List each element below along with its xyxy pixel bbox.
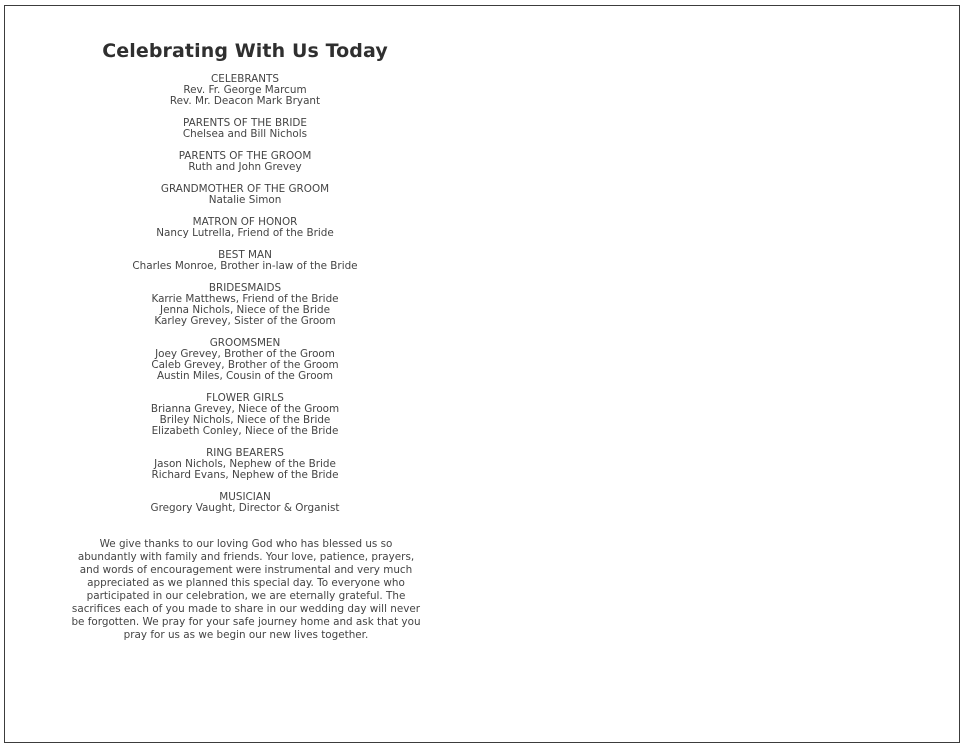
group-member: Ruth and John Grevey bbox=[188, 161, 302, 173]
party-group bbox=[0, 448, 490, 481]
party-group bbox=[0, 250, 490, 272]
page-title: Celebrating With Us Today bbox=[102, 40, 388, 62]
group-member: Richard Evans, Nephew of the Bride bbox=[151, 469, 339, 481]
party-group bbox=[0, 338, 490, 382]
group-member: Jenna Nichols, Niece of the Bride bbox=[160, 304, 330, 316]
group-member: Jason Nichols, Nephew of the Bride bbox=[154, 458, 336, 470]
group-member: Chelsea and Bill Nichols bbox=[182, 128, 308, 140]
group-heading: GROOMSMEN bbox=[209, 337, 281, 349]
group-member: Elizabeth Conley, Niece of the Bride bbox=[151, 425, 339, 437]
group-member: Caleb Grevey, Brother of the Groom bbox=[151, 359, 339, 371]
group-member: Karrie Matthews, Friend of the Bride bbox=[151, 293, 339, 305]
group-heading: GRANDMOTHER OF THE GROOM bbox=[160, 183, 330, 195]
group-member: Karley Grevey, Sister of the Groom bbox=[154, 315, 336, 327]
party-group bbox=[0, 118, 490, 140]
group-heading: PARENTS OF THE GROOM bbox=[178, 150, 312, 162]
thank-you-message: We give thanks to our loving God who has blessed us so abundantly with family and friends. Your love, patience, prayers, and words of encouragement were instrumental and very much appreciated as we planned this special day. To everyone who participated in our celebration, we are eternally grateful. The sacrifices each of you made to share in our wedding day will never be forgotten. We pray for your safe journey home and ask that you pray for us as we begin our new lives together. bbox=[71, 538, 421, 641]
group-heading: FLOWER GIRLS bbox=[206, 392, 284, 404]
group-member: Nancy Lutrella, Friend of the Bride bbox=[156, 227, 334, 239]
group-member: Austin Miles, Cousin of the Groom bbox=[156, 370, 334, 382]
party-group bbox=[0, 393, 490, 437]
group-member: Gregory Vaught, Director & Organist bbox=[150, 502, 340, 514]
group-heading: MATRON OF HONOR bbox=[192, 216, 298, 228]
group-heading: MUSICIAN bbox=[219, 491, 271, 503]
group-heading: BEST MAN bbox=[218, 249, 272, 261]
group-member: Briley Nichols, Niece of the Bride bbox=[159, 414, 331, 426]
party-group bbox=[0, 217, 490, 239]
party-group bbox=[0, 283, 490, 327]
group-member: Rev. Mr. Deacon Mark Bryant bbox=[169, 95, 321, 107]
group-member: Natalie Simon bbox=[208, 194, 282, 206]
party-group bbox=[0, 184, 490, 206]
party-group bbox=[0, 492, 490, 514]
party-group bbox=[0, 151, 490, 173]
group-member: Brianna Grevey, Niece of the Groom bbox=[150, 403, 340, 415]
group-heading: PARENTS OF THE BRIDE bbox=[183, 117, 307, 129]
group-member: Joey Grevey, Brother of the Groom bbox=[155, 348, 335, 360]
wedding-party-list bbox=[0, 74, 490, 525]
party-group bbox=[0, 74, 490, 107]
group-heading: BRIDESMAIDS bbox=[208, 282, 282, 294]
group-heading: RING BEARERS bbox=[206, 447, 284, 459]
group-heading: CELEBRANTS bbox=[211, 73, 279, 85]
group-member: Rev. Fr. George Marcum bbox=[183, 84, 307, 96]
group-member: Charles Monroe, Brother in-law of the Bride bbox=[132, 260, 358, 272]
